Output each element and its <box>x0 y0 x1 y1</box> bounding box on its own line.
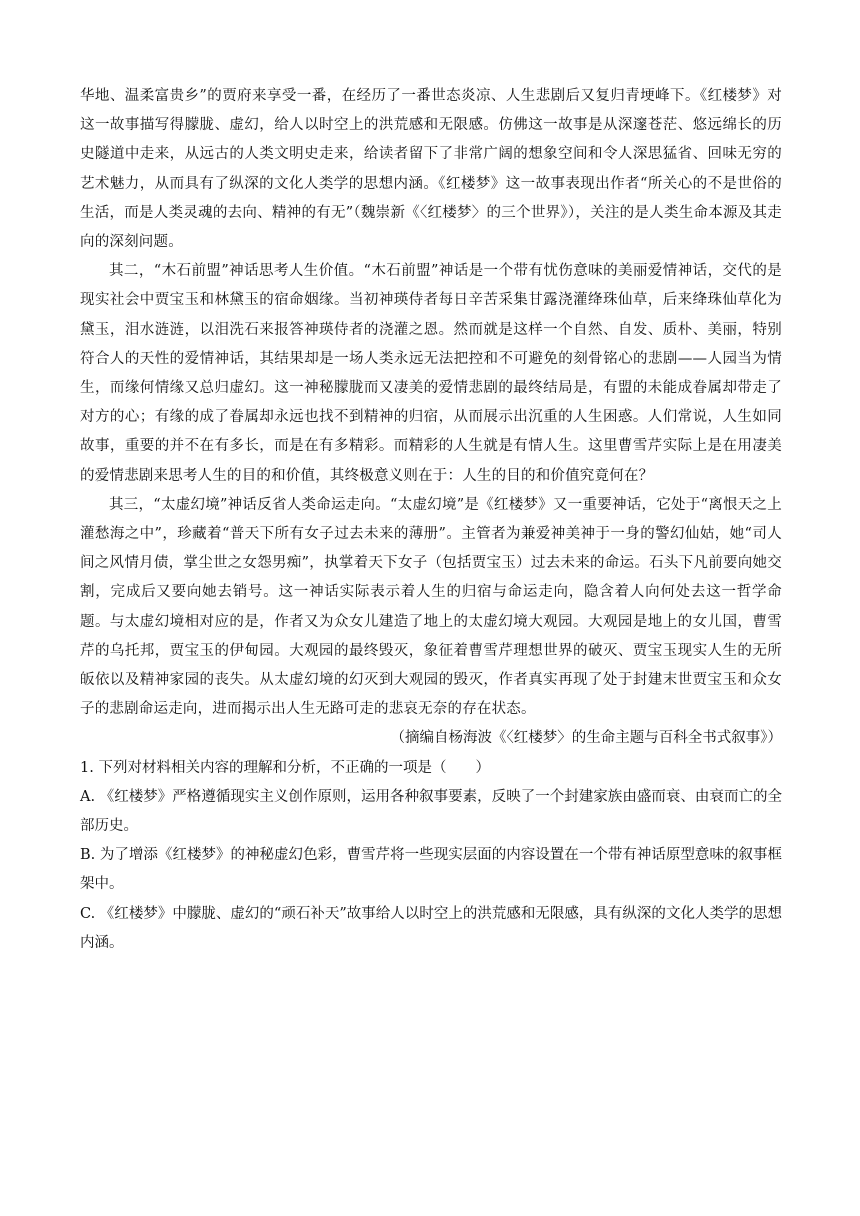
passage <box>80 82 782 754</box>
option-b: B. 为了增添《红楼梦》的神秘虚幻色彩，曹雪芹将一些现实层面的内容设置在一个带有神话原型意味的叙事框架中。 <box>80 847 782 893</box>
passage-paragraph-1: 华地、温柔富贵乡”的贾府来享受一番，在经历了一番世态炎凉、人生悲剧后又复归青埂峰下。《红楼梦》对这一故事描写得朦胧、虚幻，给人以时空上的洪荒感和无限感。仿佛这一故事是从深邃苍茫、悠远绵长的历史隧道中走来，从远古的人类文明史走来，给读者留下了非常广阔的想象空间和令人深思猛省、回味无穷的艺术魅力，从而具有了纵深的文化人类学的思想内涵。《红楼梦》这一故事表现出作者“所关心的不是世俗的生活，而是人类灵魂的去向、精神的有无”（魏崇新《〈红楼梦〉的三个世界》），关注的是人类生命本源及其走向的深刻问题。 <box>80 88 782 251</box>
document-page <box>80 82 782 958</box>
passage-paragraph-3: 其三，“太虚幻境”神话反省人类命运走向。“太虚幻境”是《红楼梦》又一重要神话，它处于“离恨天之上灌愁海之中”，珍藏着“普天下所有女子过去未来的薄册”。主管者为兼爱神美神于一身的警幻仙姑，她“司人间之风情月债，掌尘世之女怨男痴”，执掌着天下女子（包括贾宝玉）过去未来的命运。石头下凡前要向她交割，完成后又要向她去销号。这一神话实际表示着人生的归宿与命运走向，隐含着人向何处去这一哲学命题。与太虚幻境相对应的是，作者又为众女儿建造了地上的太虚幻境大观园。大观园是地上的女儿国，曹雪芹的乌托邦，贾宝玉的伊甸园。大观园的最终毁灭，象征着曹雪芹理想世界的破灭、贾宝玉现实人生的无所皈依以及精神家园的丧失。从太虚幻境的幻灭到大观园的毁灭，作者真实再现了处于封建末世贾宝玉和众女子的悲剧命运走向，进而揭示出人生无路可走的悲哀无奈的存在状态。 <box>80 496 782 718</box>
source-citation: （摘编自杨海波《〈红楼梦〉的生命主题与百科全书式叙事》） <box>390 730 782 747</box>
option-c: C. 《红楼梦》中朦胧、虚幻的“顽石补天”故事给人以时空上的洪荒感和无限感，具有纵深的文化人类学的思想内涵。 <box>80 905 782 951</box>
question-block <box>80 754 782 958</box>
option-a: A. 《红楼梦》严格遵循现实主义创作原则，运用各种叙事要素，反映了一个封建家族由盛而衰、由衰而亡的全部历史。 <box>80 788 782 835</box>
passage-paragraph-2: 其二，“木石前盟”神话思考人生价值。“木石前盟”神话是一个带有忧伤意味的美丽爱情神话，交代的是现实社会中贾宝玉和林黛玉的宿命姻缘。当初神瑛侍者每日辛苦采集甘露浇灌绛珠仙草，后来绛珠仙草化为黛玉，泪水涟涟，以泪洗石来报答神瑛侍者的浇灌之恩。然而就是这样一个自然、自发、质朴、美丽，特别符合人的天性的爱情神话，其结果却是一场人类永远无法把控和不可避免的刻骨铭心的悲剧——人园当为情生，而缘何情缘又总归虚幻。这一神秘朦胧而又凄美的爱情悲剧的最终结局是，有盟的未能成眷属却带走了对方的心；有缘的成了眷属却永远也找不到精神的归宿，从而展示出沉重的人生困惑。人们常说，人生如同故事，重要的并不在有多长，而是在有多精彩。而精彩的人生就是有情人生。这里曹雪芹实际上是在用凄美的爱情悲剧来思考人生的目的和价值，其终极意义则在于：人生的目的和价值究竟何在？ <box>80 263 782 484</box>
question-stem: 1. 下列对材料相关内容的理解和分析，不正确的一项是（ ） <box>80 759 490 776</box>
